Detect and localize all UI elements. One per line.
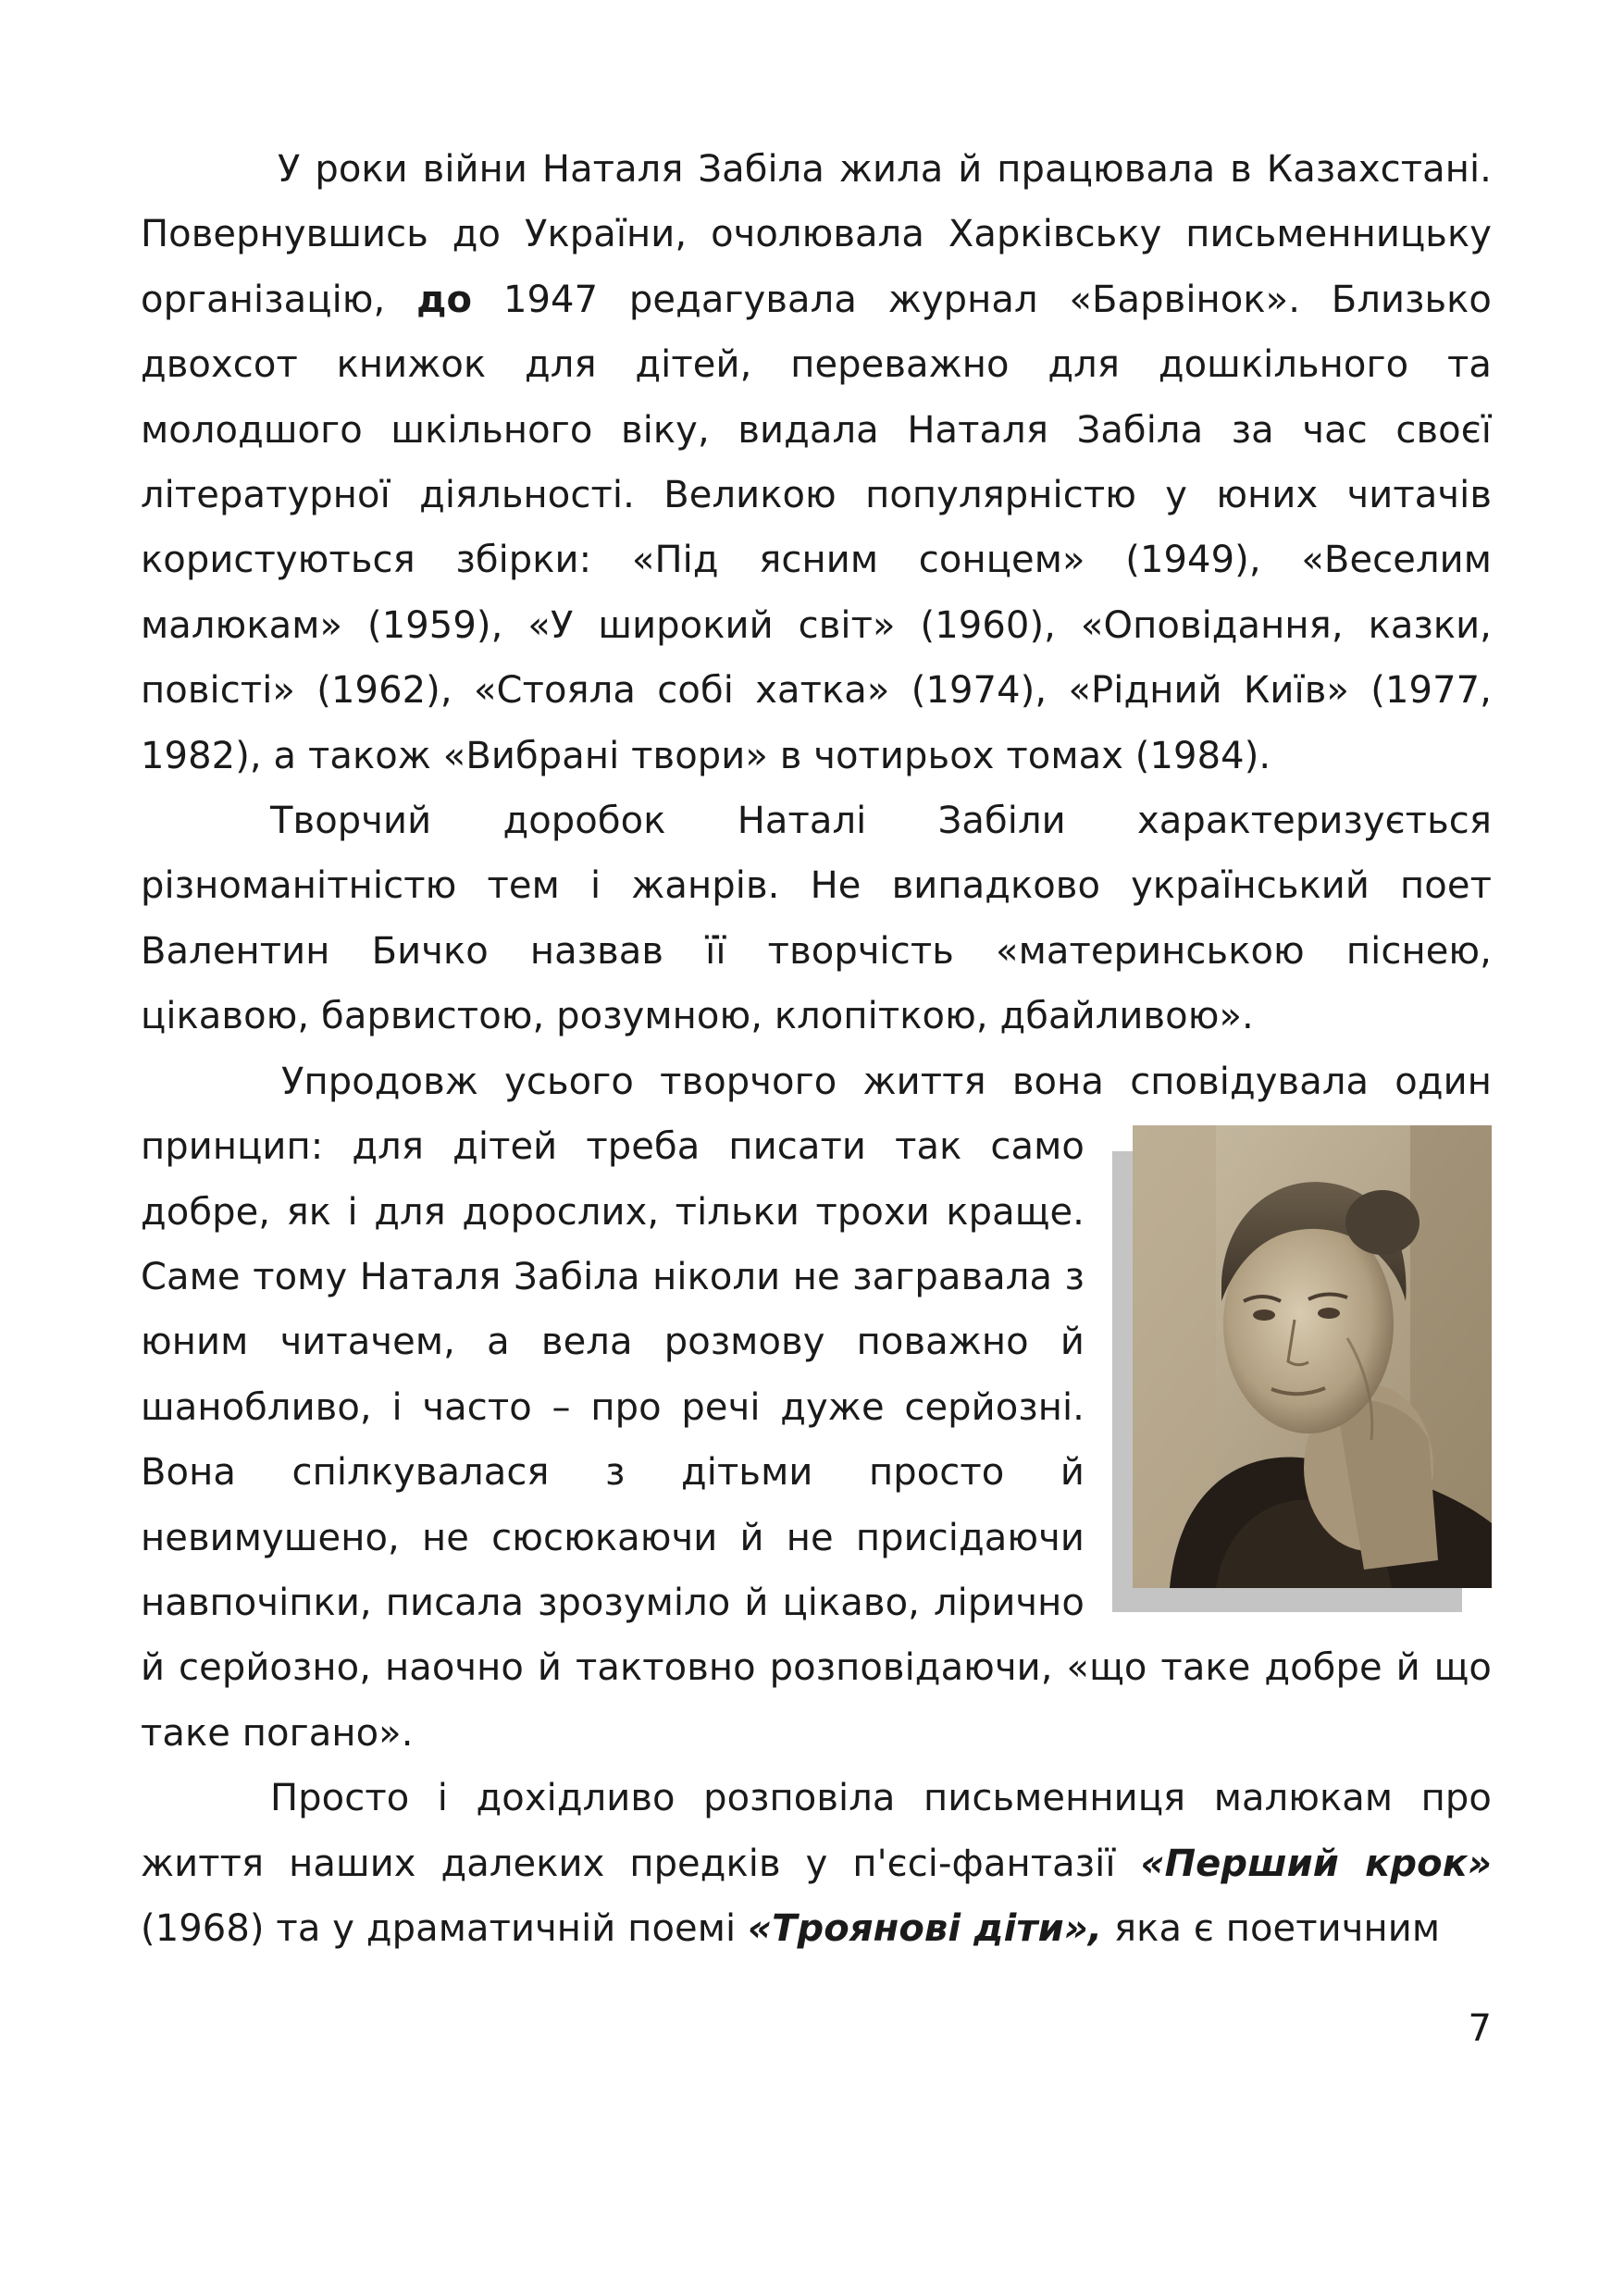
- bold-word: до: [416, 278, 473, 321]
- work-title-first-step: «Перший крок»: [1140, 1842, 1492, 1885]
- paragraph-text: яка є поетичним: [1102, 1906, 1441, 1950]
- paragraph-text: 1947 редагувала журнал «Барвінок». Близько двохсот книжок для дітей, переважно для дошкільного та молодшого шкільного віку, видала Наталя Забіла за час своєї літературної діяльності. Великою популярністю у юних читачів користуються збірки: «Під ясним сонцем» (1949), «Веселим малюкам» (1959), «У широкий світ» (1960), «Оповідання, казки, повісті» (1962), «Стояла собі хатка» (1974), «Рідний Київ» (1977, 1982), а також «Вибрані твори» в чотирьох томах (1984).: [141, 278, 1492, 777]
- paragraph-plays: [141, 1766, 1492, 1961]
- paragraph-creative-work: Творчий доробок Наталі Забіли характеризується різноманітністю тем і жанрів. Не випадково український поет Валентин Бичко назвав її творчість «материнською піснею, цікавою, барвистою, розумною, клопіткою, дбайливою».: [141, 800, 1492, 1038]
- paragraph-war-years: [141, 137, 1492, 788]
- paragraph-text: У роки війни Наталя Забіла жила й працювала в Казахстані. Повернувшись до України, очолювала Харківську письменницьку організацію,: [141, 148, 1492, 321]
- paragraph-text: (1968) та у драматичній поемі: [141, 1906, 749, 1950]
- body-text: [141, 137, 1492, 1961]
- portrait-photo-icon: [1133, 1125, 1492, 1588]
- paragraph-text: Упродовж усього творчого життя вона сповідувала один: [281, 1060, 1492, 1103]
- portrait-figure: [1112, 1125, 1492, 1616]
- paragraph-principle: [141, 1049, 1492, 1766]
- work-title-troyan-children: «Троянові діти»,: [748, 1906, 1103, 1950]
- paragraph-text: Просто і дохідливо розповіла письменниця малюкам про життя наших далеких предків у п'єсі-фантазії: [141, 1777, 1492, 1885]
- page-number: 7: [1468, 2007, 1492, 2050]
- paragraph-text: принцип: для дітей треба писати так само добре, як і для дорослих, тільки трохи краще. Саме тому Наталя Забіла ніколи не загравала з юним читачем, а вела розмову поважно й шанобливо, і часто – про речі дуже серйозні. Вона спілкувалася з дітьми просто й невимушено, не сюсюкаючи й не присідаючи навпочіпки, писала зрозуміло й цікаво, лірично й серйозно, наочно й тактовно розповідаючи, «що таке добре й що таке погано».: [141, 1125, 1492, 1755]
